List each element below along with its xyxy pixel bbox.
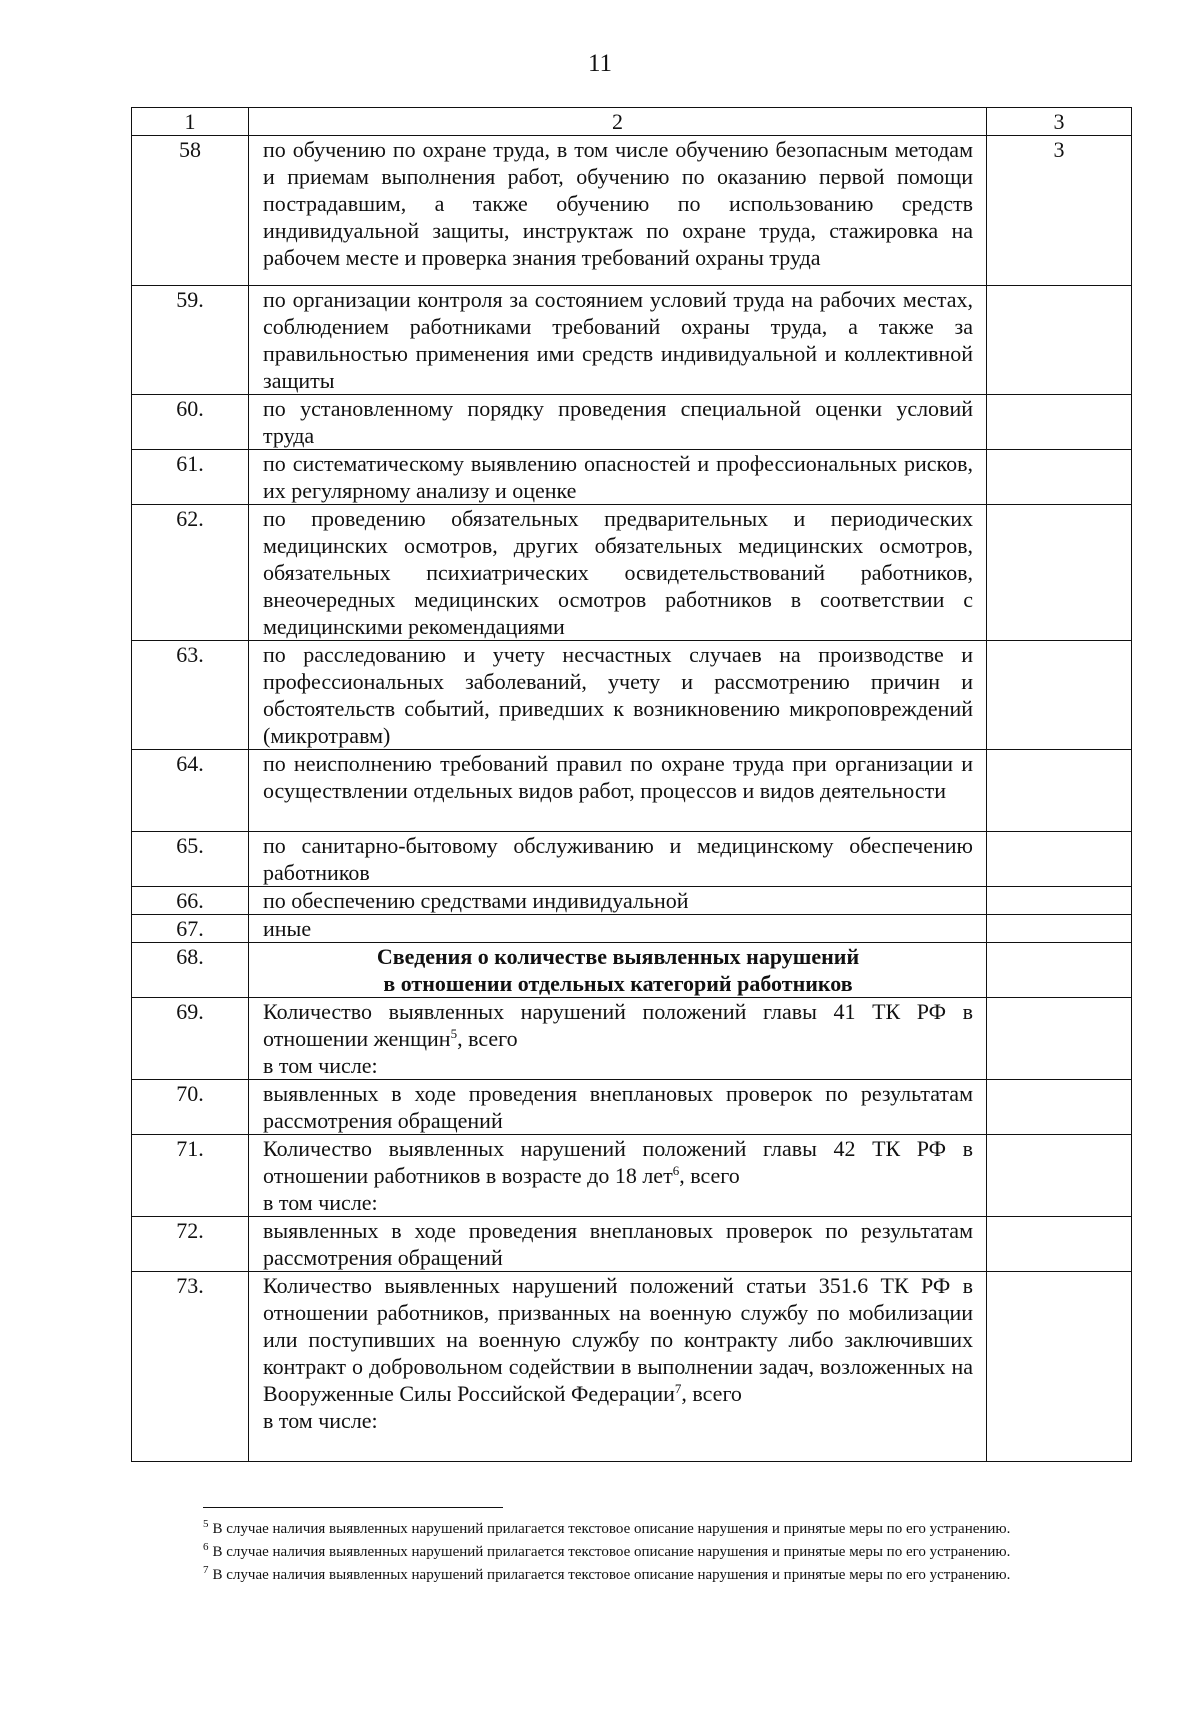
footnote xyxy=(203,1518,1103,1541)
footnote-text: В случае наличия выявленных нарушений прилагается текстовое описание нарушения и принятые меры по его устранению. xyxy=(212,1544,1011,1560)
row-number: 65. xyxy=(132,832,249,887)
column-header: 3 xyxy=(987,108,1132,136)
table-row xyxy=(132,395,1132,450)
table-row xyxy=(132,832,1132,887)
footnote-text: В случае наличия выявленных нарушений прилагается текстовое описание нарушения и принятые меры по его устранению. xyxy=(212,1521,1011,1537)
row-value xyxy=(987,450,1132,505)
page-number: 11 xyxy=(587,50,613,77)
row-description: по обеспечению средствами индивидуальной xyxy=(249,887,987,915)
table-row xyxy=(132,1217,1132,1272)
row-value xyxy=(987,395,1132,450)
row-value xyxy=(987,1217,1132,1272)
row-number: 72. xyxy=(132,1217,249,1272)
row-description xyxy=(249,1272,987,1462)
row-value xyxy=(987,832,1132,887)
table-row xyxy=(132,998,1132,1080)
footnotes xyxy=(203,1518,1103,1587)
row-number: 66. xyxy=(132,887,249,915)
row-description: иные xyxy=(249,915,987,943)
table-row-section-heading xyxy=(132,943,1132,998)
footnote-number: 5 xyxy=(203,1518,209,1530)
column-header: 1 xyxy=(132,108,249,136)
row-value xyxy=(987,1080,1132,1135)
footnote-separator xyxy=(203,1507,503,1508)
row-value xyxy=(987,915,1132,943)
row-number: 68. xyxy=(132,943,249,998)
row-description xyxy=(249,998,987,1080)
row-number: 62. xyxy=(132,505,249,641)
row-description: выявленных в ходе проведения внеплановых проверок по результатам рассмотрения обращений xyxy=(249,1217,987,1272)
row-number: 58 xyxy=(132,136,249,286)
row-description: по систематическому выявлению опасностей и профессиональных рисков, их регулярному анализу и оценке xyxy=(249,450,987,505)
row-number: 63. xyxy=(132,641,249,750)
table-header-row xyxy=(132,108,1132,136)
row-number: 59. xyxy=(132,286,249,395)
row-description: по установленному порядку проведения специальной оценки условий труда xyxy=(249,395,987,450)
row-value xyxy=(987,641,1132,750)
table-row xyxy=(132,1135,1132,1217)
table-row xyxy=(132,887,1132,915)
row-description: по организации контроля за состоянием условий труда на рабочих местах, соблюдением работниками требований охраны труда, а также за правильностью применения ими средств индивидуальной и коллективной защиты xyxy=(249,286,987,395)
row-text: в том числе: xyxy=(263,1053,378,1078)
table-row xyxy=(132,505,1132,641)
row-text: в том числе: xyxy=(263,1408,378,1433)
row-number: 69. xyxy=(132,998,249,1080)
row-value xyxy=(987,998,1132,1080)
row-number: 61. xyxy=(132,450,249,505)
row-description xyxy=(249,1135,987,1217)
row-number: 71. xyxy=(132,1135,249,1217)
row-value xyxy=(987,943,1132,998)
footnote-mark: 5 xyxy=(450,1026,458,1041)
footnote-mark: 7 xyxy=(674,1381,682,1396)
column-header: 2 xyxy=(249,108,987,136)
footnote xyxy=(203,1564,1103,1587)
row-description: по неисполнению требований правил по охране труда при организации и осуществлении отдельных видов работ, процессов и видов деятельности xyxy=(249,750,987,832)
row-value: 3 xyxy=(987,136,1132,286)
row-number: 64. xyxy=(132,750,249,832)
row-description: по проведению обязательных предварительных и периодических медицинских осмотров, других обязательных медицинских осмотров, обязательных психиатрических освидетельствований работников, внеочередных медицинских осмотров работников в соответствии с медицинскими рекомендациями xyxy=(249,505,987,641)
row-number: 67. xyxy=(132,915,249,943)
footnote-number: 6 xyxy=(203,1541,209,1553)
row-text: , всего xyxy=(457,1026,518,1051)
section-heading-line: в отношении отдельных категорий работников xyxy=(383,971,853,996)
row-text: в том числе: xyxy=(263,1190,378,1215)
table-row xyxy=(132,1080,1132,1135)
row-value xyxy=(987,750,1132,832)
row-value xyxy=(987,887,1132,915)
table-row xyxy=(132,1272,1132,1462)
row-text: , всего xyxy=(679,1163,740,1188)
table-row xyxy=(132,915,1132,943)
table-row xyxy=(132,286,1132,395)
footnote-text: В случае наличия выявленных нарушений прилагается текстовое описание нарушения и принятые меры по его устранению. xyxy=(212,1567,1011,1583)
row-value xyxy=(987,505,1132,641)
row-value xyxy=(987,286,1132,395)
row-number: 70. xyxy=(132,1080,249,1135)
footnote-mark: 6 xyxy=(672,1163,680,1178)
row-number: 60. xyxy=(132,395,249,450)
section-heading-line: Сведения о количестве выявленных нарушений xyxy=(376,944,860,969)
table-row xyxy=(132,641,1132,750)
table-row xyxy=(132,136,1132,286)
table-row xyxy=(132,750,1132,832)
row-description: по расследованию и учету несчастных случаев на производстве и профессиональных заболеваний, учету и рассмотрению причин и обстоятельств событий, приведших к возникновению микроповреждений (микротравм) xyxy=(249,641,987,750)
row-text: Количество выявленных нарушений положений статьи 351.6 ТК РФ в отношении работников, призванных на военную службу по мобилизации или поступивших на военную службу по контракту либо заключивших контракт о добровольном содействии в выполнении задач, возложенных на Вооруженные Силы Российской Федерации xyxy=(263,1273,973,1406)
footnote-number: 7 xyxy=(203,1564,209,1576)
row-text: , всего xyxy=(681,1381,742,1406)
row-value xyxy=(987,1135,1132,1217)
row-text: Количество выявленных нарушений положений главы 42 ТК РФ в отношении работников в возрасте до 18 лет xyxy=(263,1136,973,1188)
row-description: выявленных в ходе проведения внеплановых проверок по результатам рассмотрения обращений xyxy=(249,1080,987,1135)
row-description: по санитарно-бытовому обслуживанию и медицинскому обеспечению работников xyxy=(249,832,987,887)
footnote xyxy=(203,1541,1103,1564)
row-description: по обучению по охране труда, в том числе обучению безопасным методам и приемам выполнения работ, обучению по оказанию первой помощи пострадавшим, а также обучению по использованию средств индивидуальной защиты, инструктаж по охране труда, стажировка на рабочем месте и проверка знания требований охраны труда xyxy=(249,136,987,286)
row-number: 73. xyxy=(132,1272,249,1462)
section-heading xyxy=(249,943,987,998)
report-table xyxy=(131,107,1132,1462)
table-row xyxy=(132,450,1132,505)
row-value xyxy=(987,1272,1132,1462)
row-text: Количество выявленных нарушений положений главы 41 ТК РФ в отношении женщин xyxy=(263,999,973,1051)
